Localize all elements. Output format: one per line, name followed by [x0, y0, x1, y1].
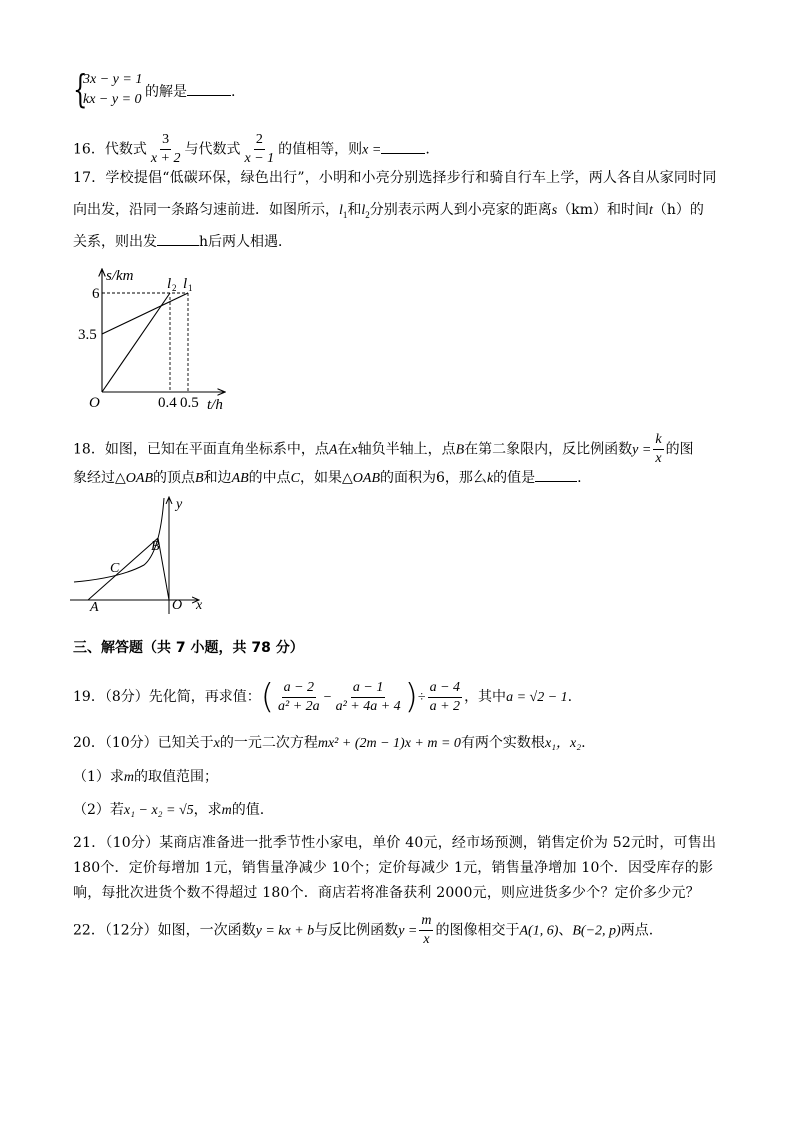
question-22: 22．（12分）如图，一次函数y = kx + b与反比例函数y = $\frac{m}{x}$ 的图像相交于A(1, 6)、B(−2, p)两点.: [73, 913, 654, 947]
answer-blank: [381, 139, 425, 154]
question-20: 20．（10分）已知关于x的一元二次方程mx² + (2m − 1)x + m = 0有两个实数根x₁，x₂.: [73, 735, 586, 751]
segment-BO: [158, 538, 169, 600]
x-axis-label: t/h: [207, 397, 223, 413]
label-l2-sub: 2: [172, 283, 177, 293]
line-l2: [102, 293, 170, 392]
answer-blank: [157, 231, 199, 246]
answer-blank: [535, 467, 577, 482]
label-l2: l: [167, 276, 172, 292]
q17-line-1: 17．学校提倡“低碳环保，绿色出行”，小明和小亮分别选择步行和骑自行车上学，两人各自从家同时同: [73, 170, 717, 186]
q18-coordinate-graph: [68, 494, 218, 618]
question-16: 16．代数式 $\frac{3}{x + 2}$ 与代数式 $\frac{2}{x - 1}$ 的值相等，则x = .: [73, 132, 430, 166]
right-paren: ): [404, 677, 418, 717]
tick-label-0-4: 0.4: [158, 395, 177, 411]
y-axis-label: s/km: [106, 268, 134, 284]
q21-line-2: 180个．定价每增加 1元，销售量净减少 10个；定价每减少 1元，销售量净增加 10个．因受库存的影: [73, 860, 714, 876]
line-l1: [102, 293, 188, 334]
q15-tail: 的解是 .: [145, 81, 235, 103]
left-paren: (: [260, 677, 274, 717]
fraction-a-minus-1: $\frac{a - 1}{\text{a² + 4a + 4}}$: [335, 679, 401, 714]
label-l1: l: [183, 276, 188, 292]
origin-label: O: [89, 395, 100, 411]
tick-label-0-5: 0.5: [180, 395, 199, 411]
fraction-2-over-x-minus-1: $\frac{2}{x - 1}$: [244, 132, 275, 166]
fraction-a-minus-4: $\frac{a - 4}{a + 2}$: [429, 679, 461, 714]
tick-label-3-5: 3.5: [78, 327, 97, 343]
q20-part-2: （2）若x₁ − x₂ = √5，求m的值.: [73, 802, 265, 818]
fraction-a-minus-2: $\frac{a - 2}{\text{a² + 2a}}$: [278, 679, 320, 714]
question-19: 19．（8分）先化简，再求值：( $\frac{a - 2}{\text{a² + 2a}}$ − $\frac{a - 1}{\text{a² + 4a + 4}}$ )÷ $\frac{a - 4}{a + 2}$ ，其中a = √2 − 1.: [73, 677, 573, 717]
answer-blank: [187, 81, 231, 96]
origin-label: O: [172, 598, 183, 613]
fraction-k-over-x: $\frac{k}{x}$: [655, 432, 662, 466]
segment-AB: [88, 538, 158, 600]
q15-equation-2: kx − y = 0: [83, 92, 142, 107]
q17-distance-time-graph: [72, 264, 262, 414]
y-label: y: [176, 497, 183, 512]
point-A-label: A: [90, 600, 99, 615]
label-l1-sub: 1: [188, 283, 193, 293]
point-C-label: C: [110, 561, 120, 576]
fraction-3-over-x-plus-2: $\frac{3}{x + 2}$: [150, 132, 181, 166]
x-label: x: [196, 598, 203, 613]
q17-line-2: 向出发，沿同一条路匀速前进．如图所示，$l_1$和$l_2$分别表示两人到小亮家的距离s（km）和时间t（h）的: [73, 202, 704, 220]
q15-equation-1: 3x − y = 1: [83, 72, 143, 87]
tick-label-6: 6: [92, 286, 100, 302]
section-3-heading: 三、解答题（共 7 小题，共 78 分）: [73, 640, 304, 656]
fraction-m-over-x: $\frac{m}{x}$: [421, 913, 432, 947]
brace-symbol: {: [73, 67, 88, 111]
q21-line-3: 响，每批次进货个数不得超过 180个．商店若将准备获利 2000元，则应进货多少个？定价多少元？: [73, 885, 700, 901]
q20-part-1: （1）求m的取值范围；: [73, 769, 219, 785]
q18-line-1: 18．如图，已知在平面直角坐标系中，点A在x轴负半轴上，点B在第二象限内，反比例函数y = $\frac{k}{x}$ 的图: [73, 432, 694, 466]
q17-line-3: 关系，则出发 h后两人相遇．: [73, 231, 292, 253]
point-B-label: B: [151, 539, 160, 554]
q18-line-2: 象经过△OAB的顶点B和边AB的中点C，如果△OAB的面积为6，那么k的值是 .: [73, 467, 582, 490]
q21-line-1: 21．（10分）某商店准备进一批季节性小家电，单价 40元，经市场预测，销售定价为 52元时，可售出: [73, 835, 717, 851]
